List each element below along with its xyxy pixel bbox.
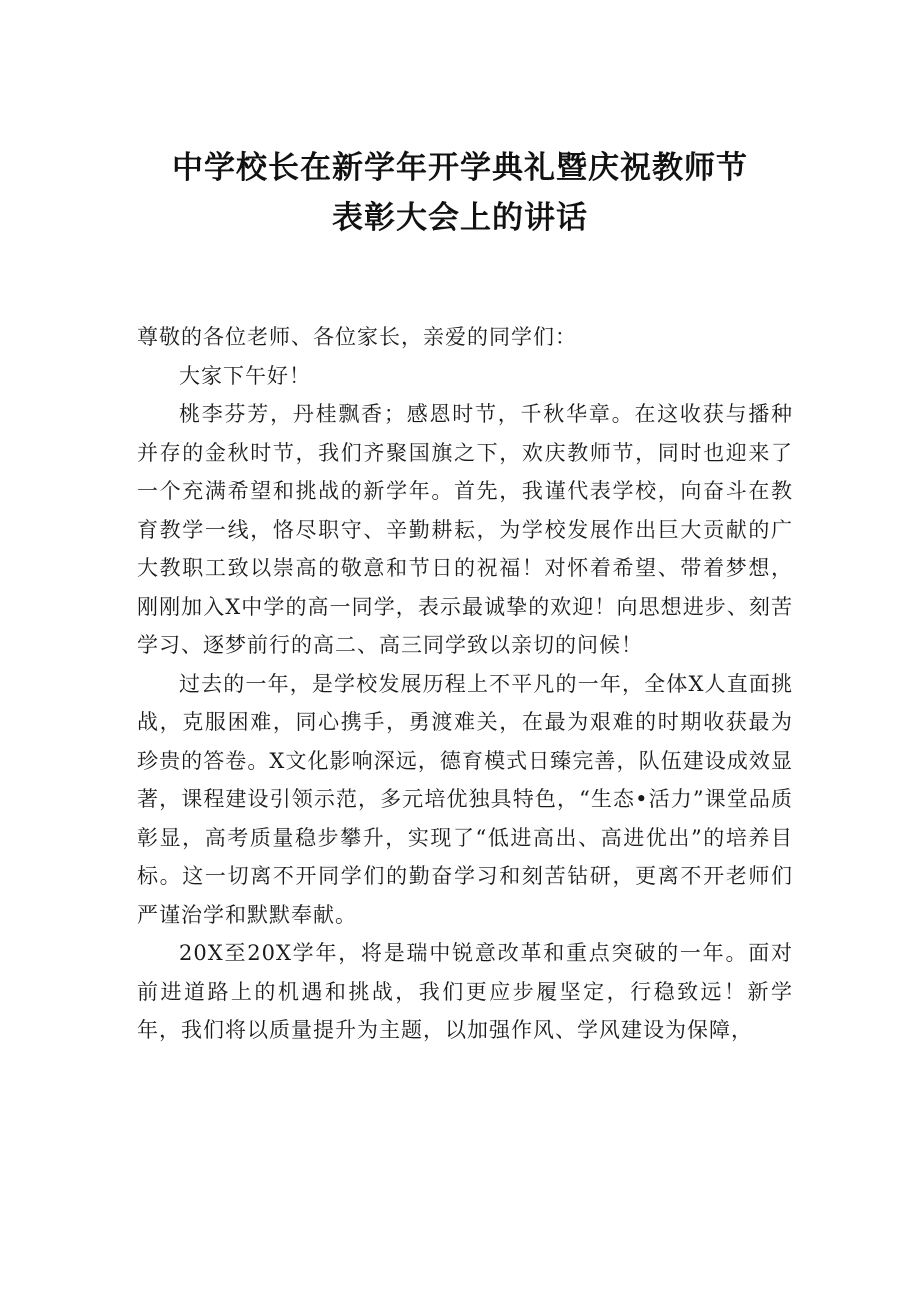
paragraph-review: 过去的一年，是学校发展历程上不平凡的一年，全体X人直面挑战，克服困难，同心携手，勇渡难关，在最为艰难的时期收获最为珍贵的答卷。X文化影响深远，德育模式日臻完善，队伍建设成效显著，课程建设引领示范，多元培优独具特色，“生态•活力”课堂品质彰显，高考质量稳步攀升，实现了“低进高出、高进优出”的培养目标。这一切离不开同学们的勤奋学习和刻苦钻研，更离不开老师们严谨治学和默默奉献。 bbox=[137, 671, 793, 927]
paragraph-greeting: 大家下午好！ bbox=[179, 363, 311, 388]
document-body bbox=[137, 318, 793, 1050]
document-title-line-1: 中学校长在新学年开学典礼暨庆祝教师节 bbox=[172, 150, 748, 186]
document-title-line-2: 表彰大会上的讲话 bbox=[332, 200, 588, 236]
paragraph-opening: 桃李芬芳，丹桂飘香；感恩时节，千秋华章。在这收获与播种并存的金秋时节，我们齐聚国旗之下，欢庆教师节，同时也迎来了一个充满希望和挑战的新学年。首先，我谨代表学校，向奋斗在教育教学一线，恪尽职守、辛勤耕耘，为学校发展作出巨大贡献的广大教职工致以崇高的敬意和节日的祝福！对怀着希望、带着梦想，刚刚加入X中学的高一同学，表示最诚挚的欢迎！向思想进步、刻苦学习、逐梦前行的高二、高三同学致以亲切的问候！ bbox=[137, 402, 793, 657]
salutation: 尊敬的各位老师、各位家长，亲爱的同学们： bbox=[137, 325, 577, 349]
paragraph-new-year: 20X至20X学年，将是瑞中锐意改革和重点突破的一年。面对前进道路上的机遇和挑战，我们更应步履坚定，行稳致远！新学年，我们将以质量提升为主题，以加强作风、学风建设为保障， bbox=[137, 941, 793, 1042]
